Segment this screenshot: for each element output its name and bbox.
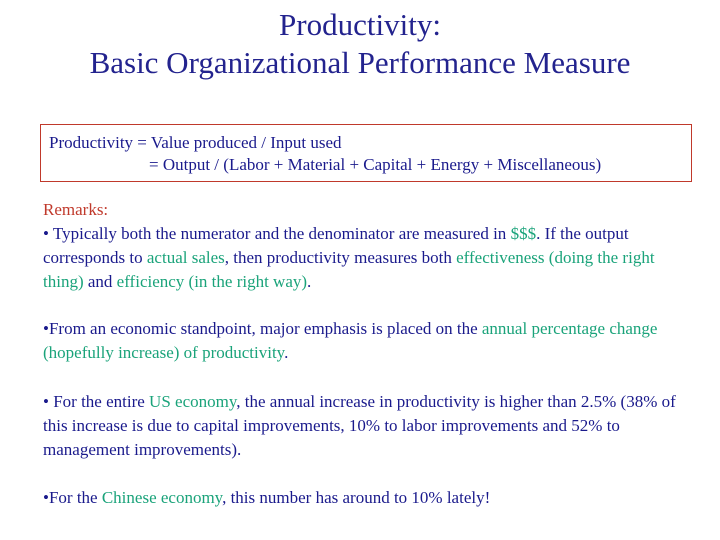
formula-line-2: = Output / (Labor + Material + Capital + Energy + Miscellaneous) — [149, 155, 602, 174]
bullet2-text-2: . — [284, 343, 289, 362]
bullet2-highlight-1: annual percentage change (hopefully increase) of productivity — [43, 319, 658, 362]
bullet1-text-2: . If the output corresponds to — [43, 224, 629, 267]
remark-bullet-3 — [43, 390, 693, 462]
title-line-1: Productivity: — [279, 7, 441, 42]
bullet3-text-1: • For the entire — [43, 392, 150, 411]
remarks-section — [43, 198, 693, 294]
bullet1-text-5: . — [307, 272, 312, 291]
formula-box — [40, 124, 692, 182]
bullet1-text-1: • Typically both the numerator and the denominator are measured in — [43, 224, 511, 243]
bullet4-highlight-1: Chinese economy — [101, 488, 223, 507]
bullet1-text-3: , then productivity measures both — [224, 248, 457, 267]
remark-bullet-4 — [43, 486, 693, 510]
bullet3-text-2: , the annual increase in productivity is higher than 2.5% (38% of this increase is due to capital improvements, 10% to labor improvements and 52% to management improvements). — [43, 392, 676, 459]
bullet1-highlight-1: $$$ — [510, 224, 537, 243]
slide-title — [0, 6, 720, 82]
bullet2-text-1: •From an economic standpoint, major emphasis is placed on the — [43, 319, 482, 338]
bullet4-text-2: , this number has around to 10% lately! — [222, 488, 491, 507]
remark-bullet-1 — [43, 222, 693, 294]
bullet1-highlight-2: actual sales — [146, 248, 225, 267]
remarks-heading: Remarks: — [43, 200, 109, 219]
title-line-2: Basic Organizational Performance Measure — [89, 45, 631, 80]
remark-bullet-2 — [43, 317, 693, 365]
bullet1-text-4: and — [83, 272, 117, 291]
bullet3-highlight-1: US economy — [149, 392, 237, 411]
bullet1-highlight-3: effectiveness (doing the right thing) — [43, 248, 655, 291]
bullet4-text-1: •For the — [43, 488, 102, 507]
bullet1-highlight-4: efficiency (in the right way) — [116, 272, 308, 291]
formula-line-1: Productivity = Value produced / Input used — [49, 133, 342, 152]
